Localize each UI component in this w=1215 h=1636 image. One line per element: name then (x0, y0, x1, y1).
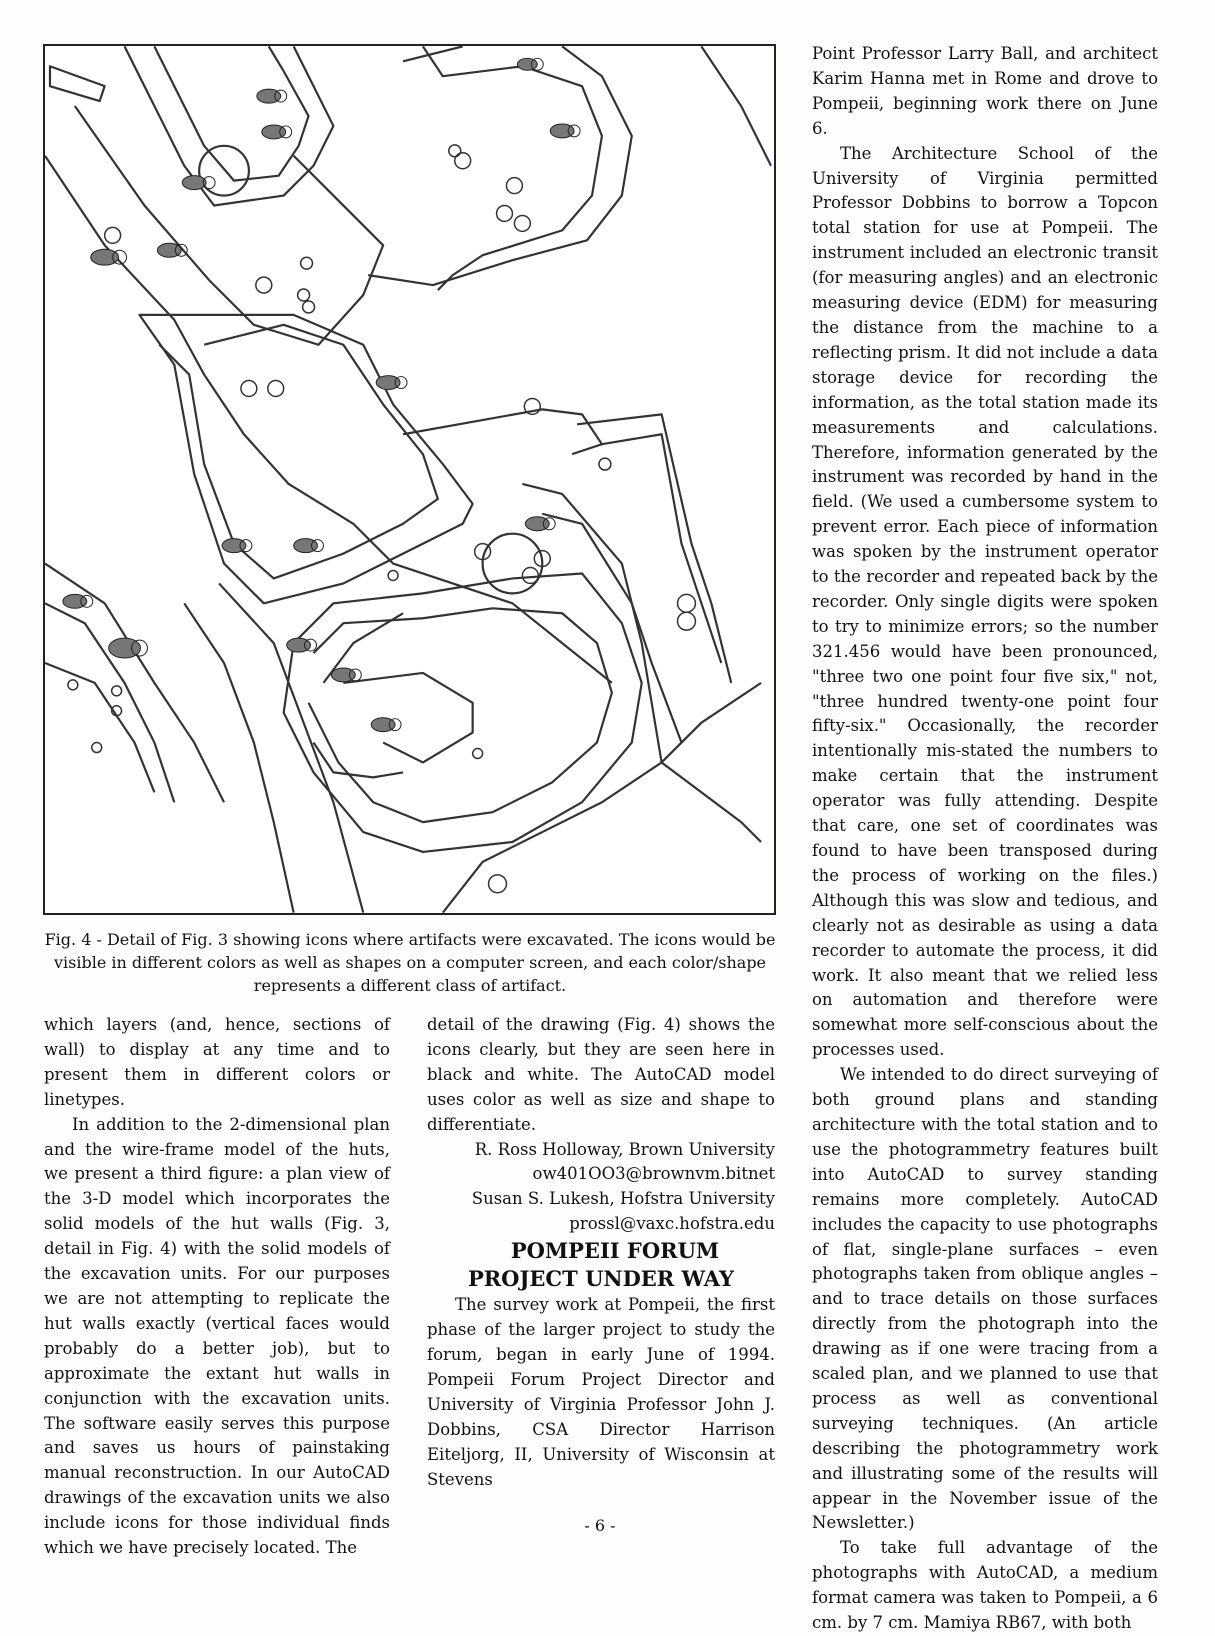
author-signature: Susan S. Lukesh, Hofstra University (471, 1189, 775, 1209)
paragraph: To take full advantage of the photographs with AutoCAD, a medium format camera was taken to Pompeii, a 6 cm. by 7 cm. Mamiya RB67, with both (812, 1538, 1158, 1633)
paragraph: The Architecture School of the University of Virginia permitted Professor Dobbins to borrow a Topcon total station for use at Pompeii. The instrument included an electronic transit (for measuring angles) and an electronic measuring device (EDM) for measuring the distance from the machine to a reflecting prism. It did not include a data storage device for recording the information, as the total station made its measurements and calculations. Therefore, information generated by the instrument was recorded by hand in the field. (We used a cumbersome system to prevent error. Each piece of information was spoken by the instrument operator to the recorder and repeated back by the recorder. Only single digits were spoken to try to minimize errors; so the number 321.456 would have been pronounced, "three two one point four five six," not, "three hundred twenty-one point four fifty-six." Occasionally, the recorder intentionally mis-stated the numbers to make certain that the instrument operator was fully attending. Despite that care, one set of coordinates was found to have been transposed during the process of working on the files.) Although this was slow and tedious, and clearly not as desirable as using a data recorder to automate the process, it did work. It also meant that we relied less on automation and therefore were somewhat more self-conscious about the processes used. (812, 143, 1158, 1060)
paragraph: Point Professor Larry Ball, and architect Karim Hanna met in Rome and drove to Pompeii, beginning work there on June 6. (812, 44, 1158, 138)
right-column (812, 42, 1158, 1636)
figure-4-plan-drawing (43, 44, 776, 915)
paragraph: detail of the drawing (Fig. 4) shows the icons clearly, but they are seen here in black and white. The AutoCAD model uses color as well as size and shape to differentiate. (427, 1015, 775, 1134)
article-heading: POMPEII FORUM PROJECT UNDER WAY (467, 1238, 735, 1292)
figure-caption: Fig. 4 - Detail of Fig. 3 showing icons where artifacts were excavated. The icons would be visible in different colors as well as shapes on a computer screen, and each color/shape represents a different class of artifact. (44, 930, 776, 995)
paragraph: We intended to do direct surveying of both ground plans and standing architecture with the total station and to use the photogrammetry features built into AutoCAD to survey standing remains more completely. AutoCAD includes the capacity to use photographs of flat, single-plane surfaces – even photographs taken from oblique angles – and to trace details on those surfaces directly from the photograph into the drawing as if one were tracing from a scaled plan, and we planned to use that process as well as conventional surveying techniques. (An article describing the photogrammetry work and illustrating some of the results will appear in the November issue of the Newsletter.) (812, 1065, 1158, 1533)
hut-plan-svg (45, 46, 774, 913)
author-signature: R. Ross Holloway, Brown University (474, 1139, 775, 1159)
middle-column (427, 1013, 775, 1492)
author-email: ow401OO3@brownvm.bitnet (532, 1164, 775, 1184)
left-column (44, 1013, 390, 1561)
paragraph: In addition to the 2-dimensional plan and the wire-frame model of the huts, we present a third figure: a plan view of the 3-D model which incorporates the solid models of the hut walls (Fig. 3, detail in Fig. 4) with the solid models of the excavation units. For our purposes we are not attempting to replicate the hut walls exactly (vertical faces would probably do a better job), but to approximate the extant hut walls in conjunction with the excavation units. The software easily serves this purpose and saves us hours of painstaking manual reconstruction. In our AutoCAD drawings of the excavation units we also include icons for those individual finds which we have precisely located. The (44, 1114, 390, 1558)
paragraph: The survey work at Pompeii, the first phase of the larger project to study the forum, began in early June of 1994. Pompeii Forum Project Director and University of Virginia Professor John J. Dobbins, CSA Director Harrison Eiteljorg, II, University of Wisconsin at Stevens (427, 1295, 775, 1489)
page-number: - 6 - (584, 1516, 616, 1535)
author-email: prossl@vaxc.hofstra.edu (569, 1214, 775, 1234)
paragraph: which layers (and, hence, sections of wall) to display at any time and to present them in different colors or linetypes. (44, 1015, 390, 1109)
